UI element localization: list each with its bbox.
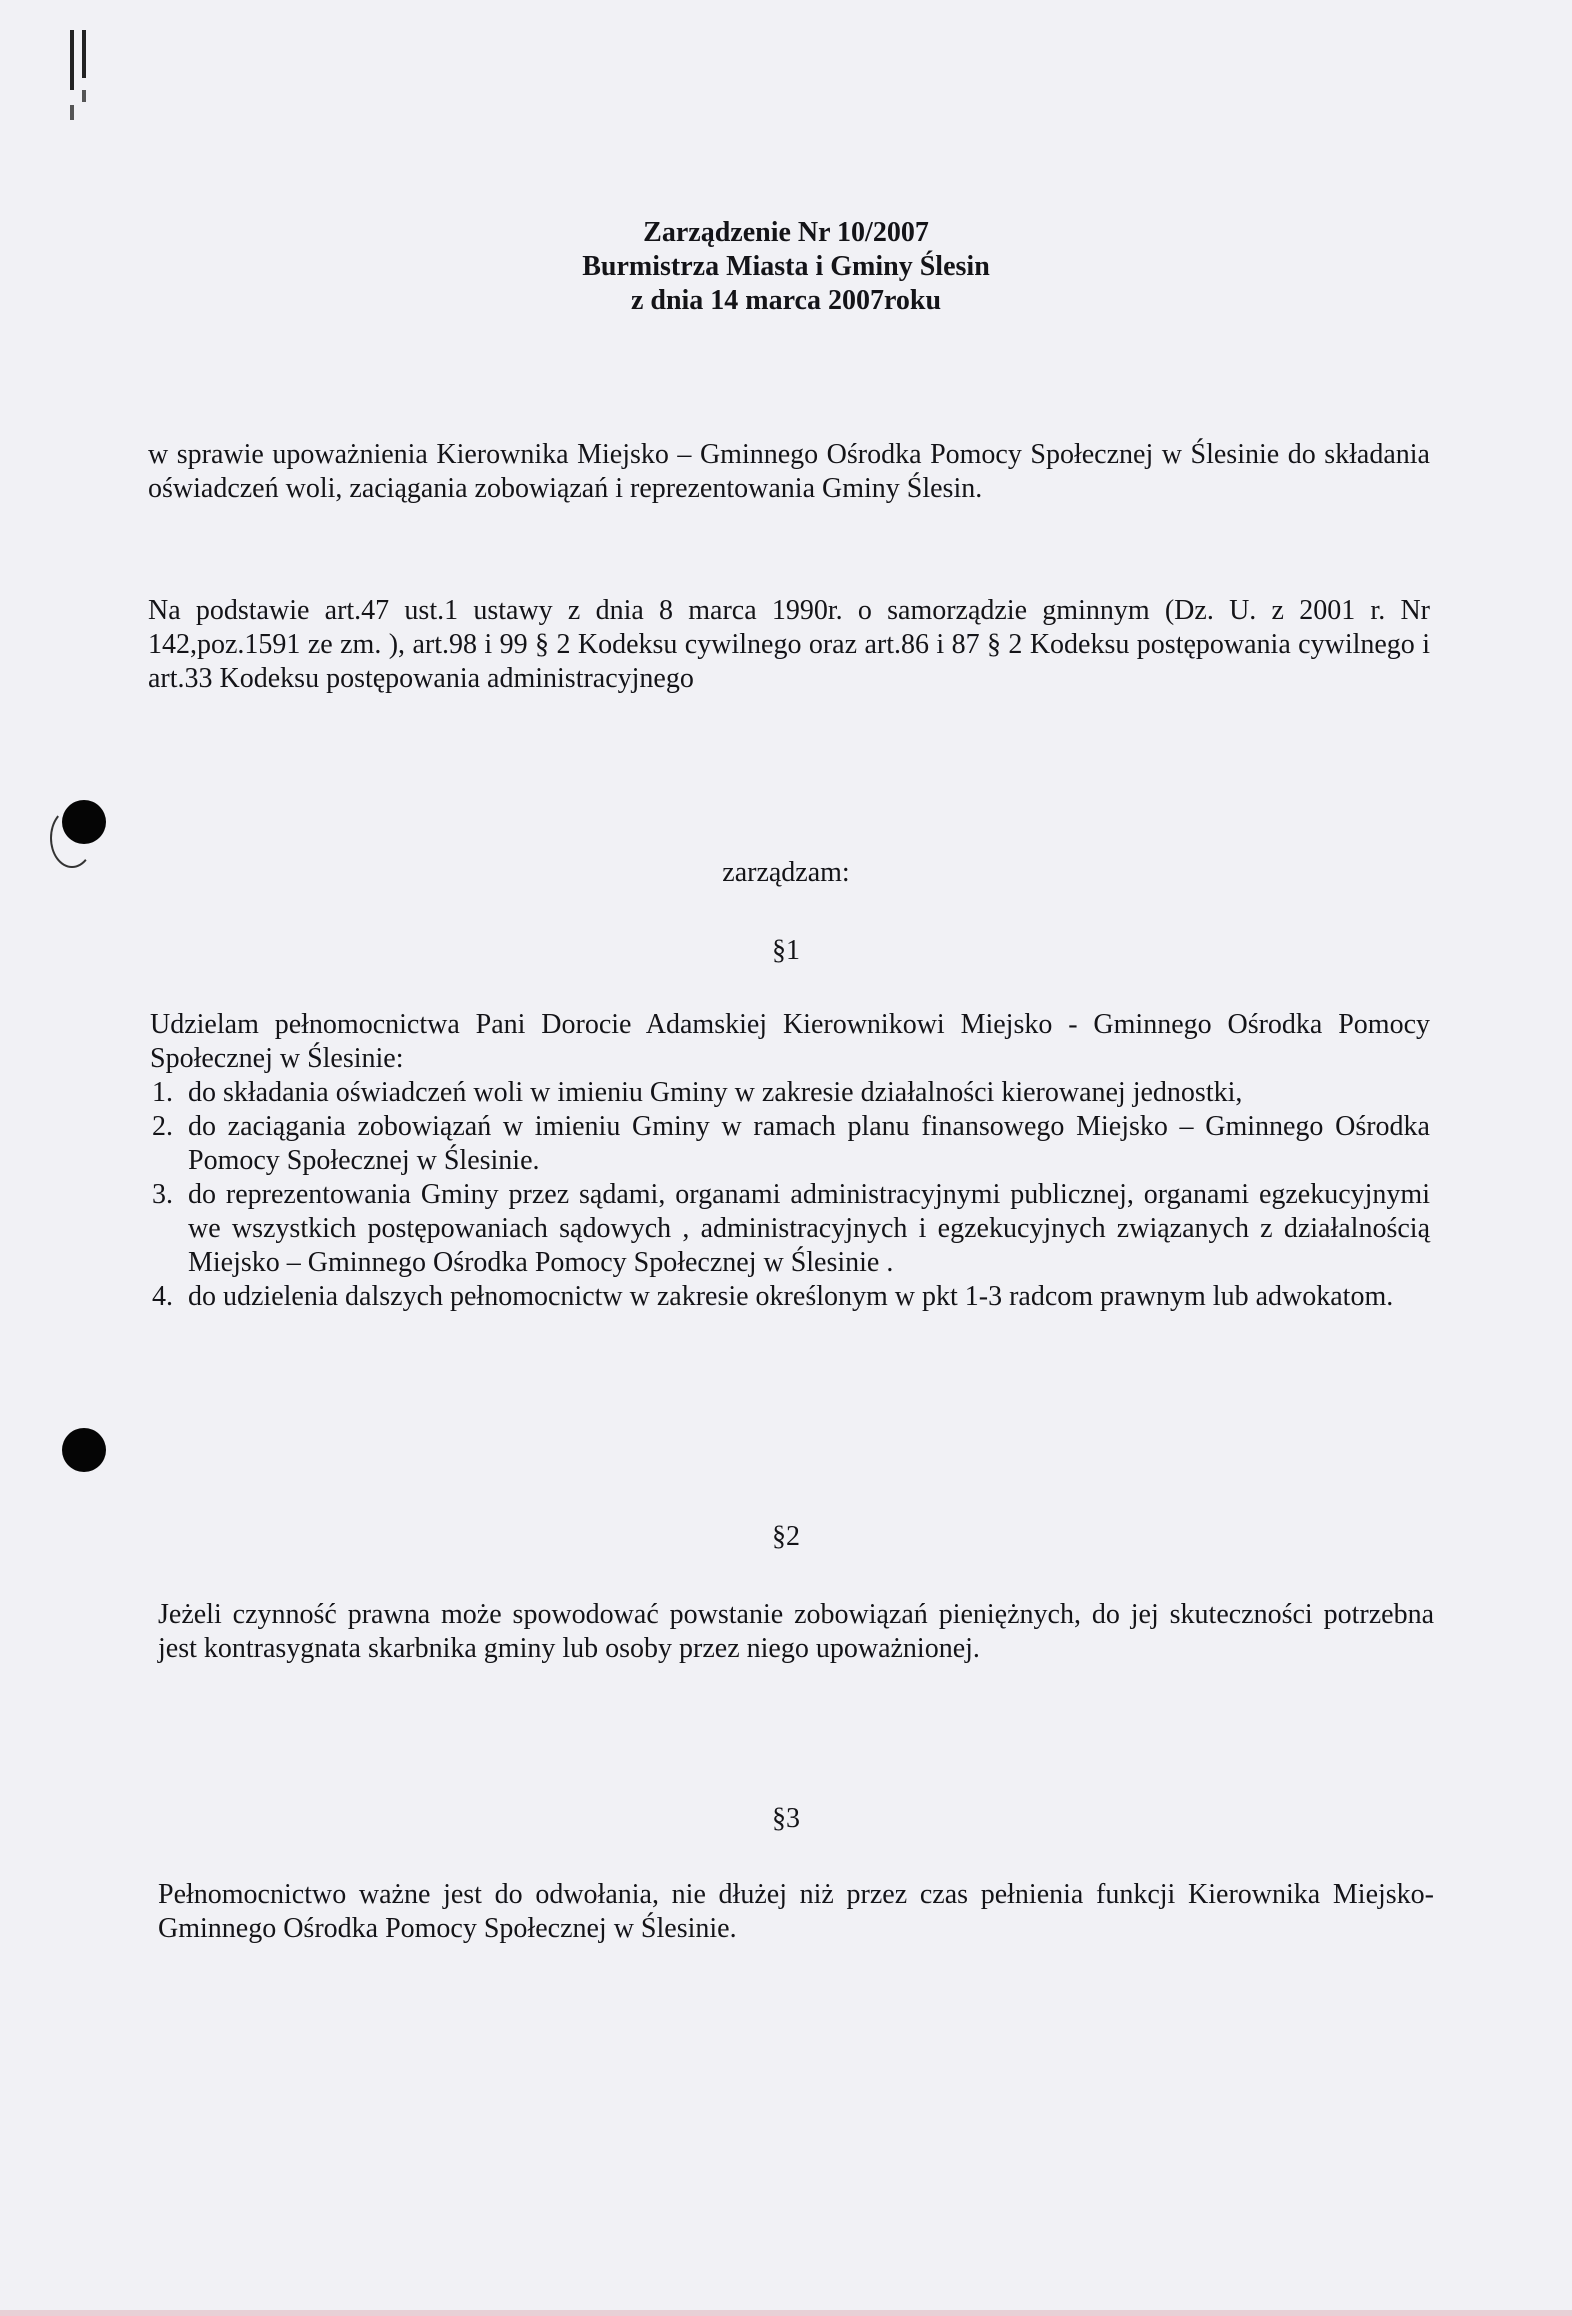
- authorization-list: [150, 1076, 1430, 1314]
- punch-hole: [62, 1428, 106, 1472]
- order-word: zarządzam:: [722, 857, 850, 888]
- section-1-intro: Udzielam pełnomocnictwa Pani Dorocie Adamskiej Kierownikowi Miejsko - Gminnego Ośrodka Pomocy Społecznej w Ślesinie:: [150, 1009, 1430, 1074]
- section-3-heading: §3: [772, 1803, 800, 1834]
- staple-mark: [82, 30, 86, 150]
- staple-mark: [70, 30, 74, 180]
- list-item: [150, 1110, 1430, 1178]
- list-item-text: do reprezentowania Gminy przez sądami, organami administracyjnymi publicznej, organami egzekucyjnymi we wszystkich postępowaniach sądowych , administracyjnych i egzekucyjnych związanych z działalnością Miejsko – Gminnego Ośrodka Pomocy Społecznej w Ślesinie .: [188, 1179, 1430, 1278]
- list-item-number: 3.: [152, 1179, 173, 1210]
- title-line-3: z dnia 14 marca 2007roku: [630, 285, 942, 316]
- list-item: [150, 1280, 1430, 1314]
- list-item: [150, 1178, 1430, 1280]
- title-line-2: Burmistrza Miasta i Gminy Ślesin: [582, 251, 990, 282]
- section-2-heading: §2: [772, 1521, 800, 1552]
- document-title: [0, 216, 1572, 318]
- page-edge: [0, 2310, 1572, 2316]
- list-item-number: 2.: [152, 1111, 173, 1142]
- list-item-number: 4.: [152, 1281, 173, 1312]
- section-1-heading: §1: [772, 935, 800, 966]
- list-item-number: 1.: [152, 1077, 173, 1108]
- list-item-text: do zaciągania zobowiązań w imieniu Gminy w ramach planu finansowego Miejsko – Gminnego Ośrodka Pomocy Społecznej w Ślesinie.: [188, 1111, 1430, 1176]
- title-line-1: Zarządzenie Nr 10/2007: [643, 217, 929, 248]
- list-item-text: do udzielenia dalszych pełnomocnictw w zakresie określonym w pkt 1-3 radcom prawnym lub adwokatom.: [188, 1281, 1394, 1312]
- subject-paragraph: w sprawie upoważnienia Kierownika Miejsko – Gminnego Ośrodka Pomocy Społecznej w Ślesinie do składania oświadczeń woli, zaciągania zobowiązań i reprezentowania Gminy Ślesin.: [148, 439, 1430, 504]
- legal-basis-paragraph: Na podstawie art.47 ust.1 ustawy z dnia 8 marca 1990r. o samorządzie gminnym (Dz. U. z 2001 r. Nr 142,poz.1591 ze zm. ), art.98 i 99 § 2 Kodeksu cywilnego oraz art.86 i 87 § 2 Kodeksu postępowania cywilnego i art.33 Kodeksu postępowania administracyjnego: [148, 595, 1430, 694]
- list-item: [150, 1076, 1430, 1110]
- section-2-paragraph: Jeżeli czynność prawna może spowodować powstanie zobowiązań pieniężnych, do jej skuteczności potrzebna jest kontrasygnata skarbnika gminy lub osoby przez niego upoważnionej.: [158, 1599, 1434, 1664]
- section-1-body: [150, 1008, 1430, 1314]
- section-3-paragraph: Pełnomocnictwo ważne jest do odwołania, nie dłużej niż przez czas pełnienia funkcji Kierownika Miejsko-Gminnego Ośrodka Pomocy Społecznej w Ślesinie.: [158, 1879, 1434, 1944]
- list-item-text: do składania oświadczeń woli w imieniu Gminy w zakresie działalności kierowanej jednostki,: [188, 1077, 1243, 1108]
